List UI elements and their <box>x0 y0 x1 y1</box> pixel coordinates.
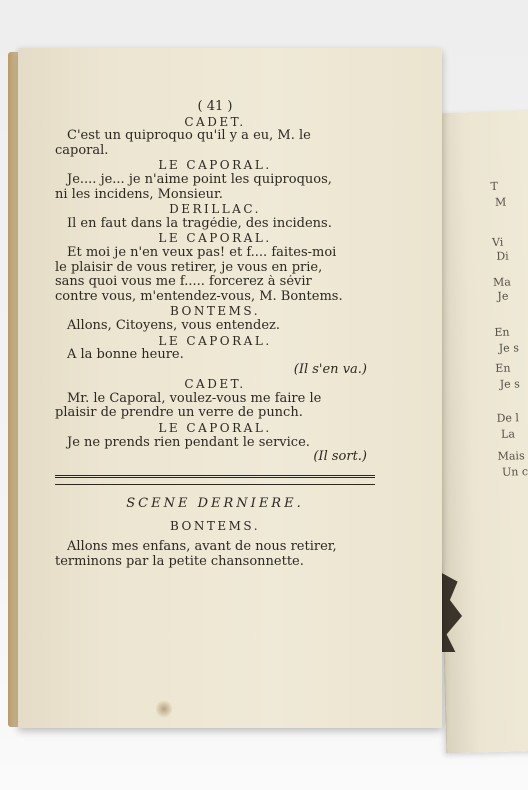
speaker-name: LE CAPORAL. <box>158 333 272 348</box>
adjacent-page-fragment: Mais <box>497 449 525 463</box>
speaker-name: CADET. <box>184 377 246 392</box>
adjacent-page-fragment: Je <box>497 289 509 303</box>
page-text <box>55 100 375 569</box>
speaker-name: LE CAPORAL. <box>158 231 272 246</box>
dialogue-line: Mr. le Caporal, voulez-vous me faire le <box>67 391 322 406</box>
dialogue-line: contre vous, m'entendez-vous, M. Bontems. <box>55 289 343 304</box>
scene-divider-rule <box>55 475 375 485</box>
adjacent-page-fragment: De l <box>496 411 520 425</box>
speaker-name: LE CAPORAL. <box>158 158 272 173</box>
adjacent-page-fragment: Vi <box>491 235 504 249</box>
adjacent-page <box>430 111 528 754</box>
adjacent-page-fragment: En <box>494 325 510 339</box>
adjacent-page-fragment: Je s <box>499 377 520 391</box>
speaker-name: DERILLAC. <box>169 202 261 217</box>
dialogue-line: caporal. <box>55 143 109 158</box>
adjacent-page-fragment: Je s <box>498 341 520 355</box>
foxing-stain <box>156 700 172 718</box>
dialogue-line: terminons par la petite chansonnette. <box>55 554 304 569</box>
dialogue-line: plaisir de prendre un verre de punch. <box>55 406 303 421</box>
dialogue-line: Je ne prends rien pendant le service. <box>67 435 310 450</box>
adjacent-page-fragment: T <box>490 179 499 193</box>
dialogue-line: Et moi je n'en veux pas! et f.... faites-moi <box>67 245 337 260</box>
adjacent-page-text <box>431 111 528 479</box>
dialogue-line: Allons, Citoyens, vous entendez. <box>67 318 281 333</box>
dialogue-block <box>55 115 375 465</box>
dialogue-line: le plaisir de vous retirer, je vous en prie, <box>55 260 323 275</box>
dialogue-line: ni les incidens, Monsieur. <box>55 187 223 202</box>
scene-title: SCÈNE DERNIÈRE. <box>126 496 304 511</box>
speaker-name: BONTEMS. <box>169 304 261 319</box>
adjacent-page-fragment: En <box>495 361 511 375</box>
dialogue-line: Il en faut dans la tragédie, des incidens. <box>67 216 332 231</box>
dialogue-line: Je.... je... je n'aime point les quiproquos, <box>67 172 332 187</box>
adjacent-page-fragment: Un c <box>501 465 528 479</box>
speaker-name: BONTEMS. <box>169 519 261 534</box>
adjacent-page-fragment: Ma <box>492 275 512 289</box>
speaker-name: CADET. <box>184 114 246 129</box>
stage-direction: (Il s'en va.) <box>293 362 367 377</box>
dialogue-line: sans quoi vous me f..... forcerez à sévir <box>55 275 312 290</box>
page-number: ( 41 ) <box>197 100 233 114</box>
dialogue-line: Allons mes enfans, avant de nous retirer, <box>67 540 337 555</box>
dialogue-line: A la bonne heure. <box>67 348 184 363</box>
dialogue-line: C'est un quiproquo qu'il y a eu, M. le <box>67 129 311 144</box>
adjacent-page-fragment: M <box>494 195 507 209</box>
adjacent-page-fragment: La <box>500 427 516 441</box>
adjacent-page-fragment: Di <box>496 249 509 263</box>
speaker-name: LE CAPORAL. <box>158 421 272 436</box>
stage-direction: (Il sort.) <box>313 450 367 465</box>
